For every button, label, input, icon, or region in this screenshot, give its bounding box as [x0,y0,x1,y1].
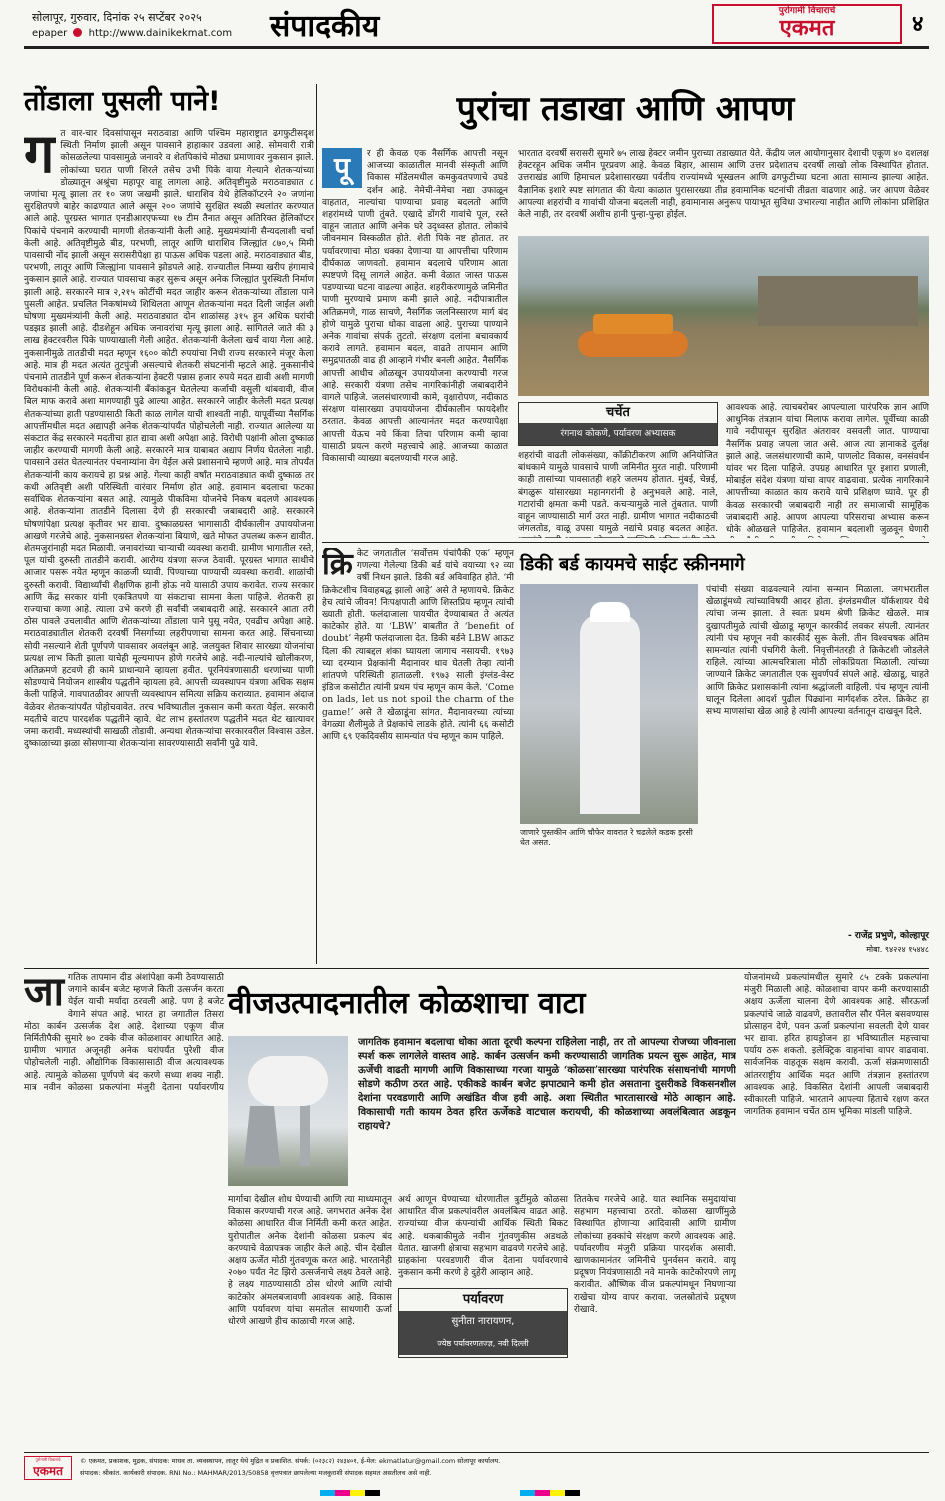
coal-col-3: अर्थ आणून घेण्याच्या धोरणातील त्रुटींमुळे कोळसा आधारित वीज प्रकल्पांवरील अवलंबित्व वाढत आहे. राज्यांच्या वीज कंपन्यांची आर्थिक स्थिती बिकट आहे. थकबाकीमुळे नवीन गुंतवणुकीस अडथळे येतात. खाजगी क्षेत्राचा सहभाग वाढवणे गरजेचे आहे. ग्राहकांना परवडणारी वीज देताना पर्यावरणाचे नुकसान कमी करणे हे दुहेरी आव्हान आहे. [398,1195,568,1279]
feature-title: पुरांचा तडाखा आणि आपण [456,89,795,129]
feature-byline [518,402,718,446]
cricket-col-1 [322,548,514,964]
footer-line-2: संपादक: श्रीकांत. कार्यकारी संपादक. RNI No.: MAHMAR/2013/50858 वृत्तपत्रात छापलेल्या मजकुराशी संपादक सहमत असतीलच असे नाही. [80,1469,432,1477]
coal-intro: जागतिक हवामान बदलाचा धोका आता दूरची कल्पना राहिलेला नाही, तर तो आपल्या रोजच्या जीवनाला स्पर्श करू लागलेले वास्तव आहे. कार्बन उत्सर्जन कमी करण्यासाठी जागतिक प्रयत्न सुरू आहेत, मात्र ऊर्जेची वाढती मागणी आणि विकासाच्या गरजा यामुळे ‘कोळसा’सारख्या पारंपरिक संसाधनांची मागणी सोडणे कठीण ठरत आहे. एकीकडे कार्बन बजेट झपाट्याने कमी होत असताना दुसरीकडे विकसनशील देशांना परवडणारी आणि अखंडित वीज हवी आहे. अशा स्थितीत भारतासारखे मोठे आव्हान आहे. विकासाची गती कायम ठेवत हरित ऊर्जेकडे वाटचाल करायची, की कोळशाच्या अवलंबित्वात अडकून राहायचे? [358,1037,736,1132]
page-number: ४ [912,12,924,37]
cooling-tower-shape [242,1106,282,1166]
editorial-body [24,128,314,958]
flood-photo [518,236,929,396]
globe-icon [73,28,82,37]
cmyk-bar-left [320,1490,380,1496]
feature-col-4: आवश्यक आहे. त्याचबरोबर आपल्याला पारंपरिक ज्ञान आणि आधुनिक तंत्रज्ञान यांचा मिलाफ करावा लागेल. पूर्वीच्या काळी गावे नदीपासून सुरक्षित अंतरावर वसवली जात. पाण्याचा नैसर्गिक प्रवाह जपला जात असे. आज त्या ज्ञानाकडे दुर्लक्ष झाले आहे. जलसंधारणाची कामे, पाणलोट विकास, वनसंवर्धन यांवर भर दिला पाहिजे. उपग्रह आधारित पूर इशारा प्रणाली, मोबाईल संदेश यंत्रणा यांचा वापर वाढवावा. प्रत्येक नागरिकाने आपत्तीच्या काळात काय करावे याचे प्रशिक्षण घ्यावे. पूर ही केवळ सरकारची जबाबदारी नाही तर समाजाची सामूहिक जबाबदारी आहे. आपण आपल्या परिसराचा अभ्यास करून धोके ओळखले पाहिजेत. हवामान बदलाशी जुळवून घेणारी [726,403,929,536]
feature-col-3: शहरांची वाढती लोकसंख्या, काँक्रीटीकरण आणि अनियोजित बांधकामे यामुळे पावसाचे पाणी जमिनीत मुरत नाही. परिणामी काही तासांच्या पावसातही शहरे जलमय होतात. मुंबई, चेन्नई, बंगळुरू यांसारख्या महानगरांनी हे अनुभवले आहे. नाले, गटारांची क्षमता कमी पडते. कचऱ्यामुळे नाले तुंबतात. पाणी वाहून जाण्यासाठी मार्ग उरत नाही. ग्रामीण भागात नदीकाठची जंगलतोड, वाळू उपसा यामुळे नद्यांचे प्रवाह बदलत आहेत. [518,451,718,535]
coal-col-1b [24,1096,224,1450]
editorial-text: त वार-चार दिवसांपासून मराठवाडा आणि पश्चिम महाराष्ट्रात ढगफुटीसदृश स्थिती निर्माण झाली असून पावसाने हाहाकार उडवला आहे. सोमवारी रात्री कोसळलेल्या पावसामुळे जनावरे व शेतपिकांचे मोठ्या प्रमाणावर नुकसान झाले. लोकांच्या घरात पाणी शिरले तसेच उभी पिके वाया गेल्याने शेतकऱ्यांच्या डोळ्यातून अश्रूंचा महापूर वाहू लागला आहे. अतिवृष्टीमुळे मराठवाड्यात ८ जणांचा मृत्यू झाला तर १० जण जखमी झाले. धाराशिव येथे हेलिकॉप्टरने २० जणांना सुरक्षितपणे बाहेर काढण्यात आले असून २०० जणांचे सुरक्षित स्थळी स्थलांतर करण्यात आले आहे. पूरग्रस्त भागात एनडीआरएफच्या १७ टीम तैनात असून अतिरिक्त हेलिकॉप्टर पिकांचे पंचनामे करण्याची मागणी शेतकऱ्यांनी केली आहे. मुख्यमंत्र्यांनी सैन्यदलाशी चर्चा केली आहे. अतिवृष्टीमुळे बीड, परभणी, लातूर आणि धाराशिव जिल्ह्यांत ८७०,५ मिमी पावसाची नोंद झाली असून सरासरीपेक्षा हा पाऊस अधिक पडला आहे. मराठवाड्यात बीड, परभणी, लातूर आणि जिल्ह्यांना पावसाने झोडपले आहे. राज्यातील निम्म्या खरीप हंगामाचे नुकसान झाले आहे. राज्यात पावसाचा कहर सुरूच असून अनेक जिल्ह्यांत पुरस्थिती निर्माण झाली आहे. सरकारने मात्र २,२१५ कोटींची मदत जाहीर करून शेतकऱ्यांच्या तोंडाला पाने पुसली आहेत. प्रचलित निकषांमध्ये शिथिलता आणून शेतकऱ्यांना मदत दिली जाईल अशी घोषणा मुख्यमंत्र्यांनी केली आहे. मराठवाड्यात दोन शाळांसह ३१५ हून अधिक घरांची पडझड झाली आहे. दीडशेहून अधिक जनावरांचा मृत्यू झाला आहे. सांगितले जाते की ३ लाख हेक्टरवरील पिके पाण्याखाली गेली आहेत. शेतकऱ्यांनी केलेला खर्च वाया गेला आहे. नुकसानीमुळे तातडीची मदत म्हणून १६०० कोटी रुपयांचा निधी राज्य सरकारने मंजूर केला आहे. मात्र ही मदत अत्यंत तुटपुंजी असल्याचे शेतकरी संघटनांनी म्हटले आहे. नुकसानीचे पंचनामे तातडीने पूर्ण करून शेतकऱ्यांना हेक्टरी पन्नास हजार रुपये मदत द्यावी अशी मागणी विरोधकांनी केली आहे. शेतकऱ्यांनी बँकांकडून घेतलेल्या कर्जाची वसुली थांबवावी, वीज बिल माफ करावे अशा मागण्याही पुढे आल्या आहेत. सरकारने जाहीर केलेली मदत प्रत्यक्ष शेतकऱ्यांच्या हाती पडण्यासाठी किती काळ लागेल याची शाश्वती नाही. यापूर्वीच्या नैसर्गिक आपत्तींमधील मदत अद्यापही अनेक शेतकऱ्यांपर्यंत पोहोचलेली नाही. राज्यात आलेल्या या संकटात केंद्र सरकारने मदतीचा हात द्यावा अशी अपेक्षा आहे. विरोधी पक्षांनी ओला दुष्काळ जाहीर करण्याची मागणी केली आहे. सरकारने मात्र याबाबत अद्याप निर्णय घेतलेला नाही. पावसाने उसंत घेतल्यानंतर पंचनाम्यांना वेग येईल असे प्रशासनाचे म्हणणे आहे. मात्र तोपर्यंत शेतकऱ्यांनी काय करायचे हा प्रश्न आहे. गेल्या काही वर्षांत मराठवाड्यात कधी दुष्काळ तर कधी अतिवृष्टी अशी परिस्थिती वारंवार निर्माण होत आहे. हवामान बदलाचा फटका सर्वाधिक शेतकऱ्यांना बसत आहे. त्यामुळे पीकविमा योजनेचे निकष बदलणे आवश्यक आहे. शेतकऱ्यांना तातडीने दिलासा देणे ही सरकारची जबाबदारी आहे. सरकारने घोषणांपेक्षा प्रत्यक्ष कृतीवर भर द्यावा. दुष्काळग्रस्त भागासाठी दीर्घकालीन उपाययोजना आखणे गरजेचे आहे. नुकसानग्रस्त शेतकऱ्यांना बियाणे, खते मोफत उपलब्ध करून द्यावीत. शेतमजुरांनाही मदत मिळावी. जनावरांच्या चाऱ्याची व्यवस्था करावी. ग्रामीण भागातील रस्ते, पूल यांची दुरुस्ती तातडीने करावी. आरोग्य यंत्रणा सज्ज ठेवावी. पूरग्रस्त भागात साथीचे आजार पसरू नयेत म्हणून काळजी घ्यावी. पिण्याच्या पाण्याची व्यवस्था करावी. शाळांची दुरुस्ती करावी. विद्यार्थ्यांची शैक्षणिक हानी होऊ नये यासाठी उपाय करावेत. राज्य सरकार आणि केंद्र सरकार यांनी एकत्रितपणे या संकटाचा सामना केला पाहिजे. शेतकरी हा राज्याचा कणा आहे. त्याला उभे करणे ही सर्वांची जबाबदारी आहे. सरकारने आता तरी ठोस पावले उचलावीत आणि शेतकऱ्यांच्या तोंडाला पाने पुसू नयेत, एवढीच अपेक्षा आहे. मराठवाड्यातील शेतकरी दरवर्षी निसर्गाच्या लहरीपणाचा सामना करत आहे. सिंचनाच्या सोयी नसल्याने शेती पूर्णपणे पावसावर अवलंबून आहे. जलयुक्त शिवार सारख्या योजनांचा प्रत्यक्ष लाभ किती झाला याचेही मूल्यमापन होणे गरजेचे आहे. नदी-नाल्यांचे खोलीकरण, अतिक्रमणे हटवणे ही कामे प्राधान्याने व्हायला हवीत. पूरनियंत्रणासाठी धरणांच्या पाणी सोडण्याचे नियोजन शास्त्रीय पद्धतीने व्हायला हवे. आपत्ती व्यवस्थापन यंत्रणा अधिक सक्षम केली पाहिजे. गावपातळीवर आपत्ती व्यवस्थापन समित्या सक्रिय कराव्यात. हवामान अंदाज वेळेवर शेतकऱ्यांपर्यंत पोहोचवावेत. तरच भविष्यातील नुकसान कमी करता येईल. सरकारी मदतीचे वाटप पारदर्शक पद्धतीने व्हावे. थेट लाभ हस्तांतरण पद्धतीने मदत थेट खात्यावर जमा करावी. मध्यस्थांची साखळी तोडावी. अन्यथा शेतकऱ्यांचा सरकारवरील विश्वास उडेल. दुष्काळाच्या झळा सोसणाऱ्या शेतकऱ्यांना सावरण्यासाठी सर्वांनी पुढे यावे. [24,129,314,750]
feature-drop-cap: पू [322,148,362,188]
coal-byline-label: पर्यावरण [462,1292,504,1307]
section-title: संपादकीय [270,9,380,44]
footer [24,1456,929,1482]
footer-rule [24,1452,929,1453]
umpire-hat [590,602,630,622]
feature-article [322,84,929,539]
feature-divider [322,542,929,543]
cricket-drop-cap: क्रि [322,548,353,582]
coal-byline [398,1288,568,1358]
cricket-title: डिकी बर्ड कायमचे साईट स्क्रीनमागे [520,554,745,575]
coal-col-4: तितकेच गरजेचे आहे. यात स्थानिक समुदायांचा सहभाग महत्त्वाचा ठरतो. कोळसा खाणींमुळे विस्थापित होणाऱ्या आदिवासी आणि ग्रामीण लोकांच्या हक्कांचे संरक्षण करणे आवश्यक आहे. पर्यावरणीय मंजुरी प्रक्रिया पारदर्शक असावी. खाणकामानंतर जमिनीचे पुनर्वसन करावे. वायू प्रदूषण नियंत्रणासाठी नवे मानके काटेकोरपणे लागू करावीत. औष्णिक वीज प्रकल्पांमधून निघणाऱ्या राखेचा योग्य वापर करावा. जलस्रोतांचे प्रदूषण रोखावे. [574,1195,736,1315]
feature-col-2: भारतात दरवर्षी सरासरी सुमारे ७५ लाख हेक्टर जमीन पुराच्या तडाख्यात येते. केंद्रीय जल आयोगानुसार देशाची एकूण ४० दशलक्ष हेक्टरहून अधिक जमीन पूरप्रवण आहे. केवळ बिहार, आसाम आणि उत्तर प्रदेशातच दरवर्षी लाखो लोक विस्थापित होतात. उत्तराखंड आणि हिमाचल प्रदेशासारख्या पर्वतीय राज्यांमध्ये भूस्खलन आणि ढगफुटीच्या घटना आता सामान्य झाल्या आहेत. वैज्ञानिक इशारे स्पष्ट सांगतात की येत्या काळात पुरासारख्या तीव्र हवामानिक घटनांची तीव्रता वाढणार आहे. जर आपण वेळेवर आपल्या शहरांची व गावांची योजना बदलली नाही, हवामानास अनुरूप पायाभूत सुविधा उभारल्या नाहीत आणि लोकांना प्रशिक्षित केले नाही, तर दरवर्षी अशीच हानी पुन्हा-पुन्हा होईल. [518,149,929,221]
coal-byline-author: सुनीता नारायणन, [399,1311,567,1333]
cmyk-bar-right [520,1490,580,1496]
editorial-article [24,84,314,964]
cricket-col-1-text: केट जगतातील ‘सर्वोत्तम पंचांपैकी एक’ म्हणून गणल्या गेलेल्या डिकी बर्ड यांचे वयाच्या ९२ व्या वर्षी निधन झाले. डिकी बर्ड अविवाहित होते. ‘मी क्रिकेटशीच विवाहबद्ध झालो आहे’ असे ते म्हणायचे. क्रिकेट हेच त्यांचे जीवन! निःपक्षपाती आणि शिस्तप्रिय म्हणून त्यांची ख्याती होती. फलंदाजाला पायचीत देण्याबाबत ते अत्यंत काटेकोर होते. या ‘LBW’ बाबतीत ते ‘benefit of doubt’ नेहमी फलंदाजाला देत. डिकी बर्डने LBW आऊट दिला की त्याबद्दल शंका घ्यायला जागाच नसायची. १९७३ च्या दरम्यान प्रेक्षकांनी मैदानावर धाव घेतली तेव्हा त्यांनी शांतपणे परिस्थिती हाताळली. १९७३ साली इंग्लंड-वेस्ट इंडिज कसोटीत त्यांनी प्रथम पंच म्हणून काम केले. ‘Come on lads, let us not spoil the charm of the game!’ असे ते खेळाडूंना सांगत. मैदानावरच्या त्यांच्या वेगळ्या शैलीमुळे ते प्रेक्षकांचे लाडके होते. त्यांनी ६६ कसोटी आणि ६९ एकदिवसीय सामन्यांत पंच म्हणून काम पाहिले. [322,549,514,743]
coal-col-5: योजनांमध्ये प्रकल्पांमधील सुमारे ८५ टक्के प्रकल्पांना मंजुरी मिळाली आहे. कोळशाचा वापर कमी करण्यासाठी अक्षय ऊर्जेला चालना देणे आवश्यक आहे. सौरऊर्जा प्रकल्पांचे जाळे वाढवणे, छतावरील सौर पॅनेल बसवण्यास प्रोत्साहन देणे, पवन ऊर्जा प्रकल्पांना सवलती देणे यावर भर द्यावा. हरित हायड्रोजन हा भविष्यातील महत्त्वाचा पर्याय ठरू शकतो. इलेक्ट्रिक वाहनांचा वापर वाढवावा. सार्वजनिक वाहतूक सक्षम करावी. ऊर्जा संक्रमणासाठी आंतरराष्ट्रीय आर्थिक मदत आणि तंत्रज्ञान हस्तांतरण आवश्यक आहे. विकसित देशांनी आपली जबाबदारी स्वीकारली पाहिजे. भारताने आपल्या हिताचे रक्षण करत जागतिक हवामान चर्चेत ठाम भूमिका मांडली पाहिजे. [744,973,929,1118]
umpire-photo [520,584,698,824]
editorial-divider [316,84,317,964]
cricket-article [322,548,929,964]
masthead [0,0,945,70]
houses-shape [758,276,918,326]
coal-title: वीजउत्पादनातील कोळशाचा वाटा [228,986,586,1021]
feature-col-1-text: र ही केवळ एक नैसर्गिक आपत्ती नसून आजच्या काळातील मानवी संस्कृती आणि विकास मॉडेलमधील कमकुवतपणाचे उघडे दर्शन आहे. नेमेची-नेमेचा नद्या उफाळून वाहतात, नाल्यांचा पाण्याचा प्रवाह बदलतो आणि शहरांमध्ये पाणी तुंबते. एखादे डोंगरी गावांचे पूल, रस्ते वाहून जातात आणि अनेक घरे उद्ध्वस्त होतात. लोकांचे जीवनमान विस्कळीत होते. शेती पिके नष्ट होतात. तर पर्यावरणाचा मोठा धक्का देणाऱ्या या आपत्तीचा परिणाम दीर्घकाळ जाणवतो. हवामान बदलाचे परिणाम आता स्पष्टपणे दिसू लागले आहेत. कमी वेळात जास्त पाऊस पडण्याच्या घटना वाढल्या आहेत. शहरीकरणामुळे जमिनीत पाणी मुरण्याचे प्रमाण कमी झाले आहे. नदीपात्रातील अतिक्रमणे, गाळ साचणे, नैसर्गिक जलनिस्सारण मार्ग बंद होणे यामुळे पुराचा धोका वाढला आहे. पुराच्या पाण्याने अनेक गावांचा संपर्क तुटतो. संरक्षण दलांना बचावकार्य करावे लागते. हवामान बदल, वाढते तापमान आणि समुद्रपातळी वाढ ही आव्हाने गंभीर बनली आहेत. नैसर्गिक आपत्ती आधीच ओळखून उपाययोजना करण्याची गरज आहे. सरकारी यंत्रणा तसेच नागरिकांनीही जबाबदारीने वागले पाहिजे. जलसंधारणाची कामे, वृक्षारोपण, नदीकाठ संरक्षण यांसारख्या उपाययोजना दीर्घकालीन फायदेशीर ठरतात. केवळ आपत्ती आल्यानंतर मदत करण्यापेक्षा आपत्ती येऊच नये किंवा तिचा परिणाम कमी व्हावा यासाठी प्रयत्न करणे महत्त्वाचे आहे. आजच्या काळात विकासाची व्याख्या बदलण्याची गरज आहे. [322,149,508,465]
coal-col-1 [24,972,224,1092]
coal-byline-role: ज्येष्ठ पर्यावरणतज्ज्ञ, नवी दिल्ली [399,1333,567,1355]
footer-brand-small: पुरोगामी विचाराचे [35,1457,61,1462]
feature-byline-label: चर्चेत [606,405,630,420]
editorial-drop-cap: ग [24,128,55,185]
cricket-signature: - राजेंद्र प्रभुणे, कोल्हापूर [847,931,929,941]
brand-tagline: पुरोगामी विचाराचे [778,6,836,16]
dateline: सोलापूर, गुरुवार, दिनांक २५ सप्टेंबर २०२५ [32,11,202,24]
cricket-photo-caption: जाणारे पुस्तकीन आणि चौफेर वावरात रे चढलेले कडक इरसी धेत असत. [520,828,693,847]
masthead-rule [24,46,929,49]
feature-byline-author: रंगनाथ कोकणे, पर्यावरण अभ्यासक [519,423,717,445]
power-plant-photo [228,1036,348,1186]
coal-article [24,972,929,1450]
coal-col-1-text: गतिक तापमान दीड अंशांपेक्षा कमी ठेवण्यासाठी जगाने कार्बन बजेट म्हणजे किती उत्सर्जन करता येईल याची मर्यादा ठरवली आहे. पण हे बजेट वेगाने संपत आहे. भारत हा जगातील तिसरा मोठा कार्बन उत्सर्जक देश आहे. देशाच्या एकूण वीज निर्मितीपैकी सुमारे ७० टक्के वीज कोळशावर आधारित आहे. ग्रामीण भागात अजूनही अनेक घरांपर्यंत पुरेशी वीज पोहोचलेली नाही. औद्योगिक विकासासाठी वीज अत्यावश्यक आहे. त्यामुळे कोळसा पूर्णपणे बंद करणे सध्या शक्य नाही. मात्र नवीन कोळसा प्रकल्पांना मंजुरी देताना पर्यावरणीय [24,973,224,1092]
epaper-label [32,28,232,39]
website-link[interactable]: http://www.dainikekmat.com [88,28,233,39]
boat-shape [578,331,688,357]
footer-brand: एकमत [33,1464,63,1478]
footer-brand-box [24,1456,72,1480]
coal-top-rule [24,968,929,969]
rescuers-shape [593,314,673,334]
coal-drop-cap: जा [24,972,65,1015]
editorial-title: तोंडाला पुसली पाने! [24,86,221,117]
epaper-text: epaper [32,28,68,39]
footer-line-1: © एकमत, प्रकाशक, मुद्रक, संपादक: माधव ता. व्यवस्थापन, लातूर येथे मुद्रित व प्रकाशित. संपर्क: (०२३८२) २४३४०१, ई-मेल: ekmatlatur@gmail.com सोलापूर कार्यालय. [80,1457,501,1465]
registration-marks [0,1488,945,1500]
brand-name: एकमत [779,16,835,41]
cricket-col-2: पंचांची संख्या वाढवल्याने त्यांना सन्मान मिळाला. जगभरातील खेळाडूंमध्ये त्यांच्याविषयी आदर होता. इंग्लंडमधील यॉर्कशायर येथे त्यांचा जन्म झाला. ते स्वतः प्रथम श्रेणी क्रिकेट खेळले. मात्र दुखापतीमुळे त्यांची खेळाडू म्हणून कारकीर्द लवकर संपली. त्यानंतर त्यांनी पंच म्हणून नवी कारकीर्द सुरू केली. तीन विश्वचषक अंतिम सामन्यांत त्यांनी पंचगिरी केली. निवृत्तीनंतरही ते क्रिकेटशी जोडलेले राहिले. त्यांच्या आत्मचरित्राला मोठी लोकप्रियता मिळाली. त्यांच्या जाण्याने क्रिकेट जगतातील एक सुवर्णपर्व संपले आहे. खेळाडू, चाहते आणि क्रिकेट प्रशासकांनी त्यांना श्रद्धांजली वाहिली. पंच म्हणून त्यांनी घालून दिलेला आदर्श पुढील पिढ्यांना मार्गदर्शक ठरेल. क्रिकेट हा सभ्य माणसांचा खेळ आहे हे त्यांनी आपल्या वर्तनातून दाखवून दिले. [706,585,929,718]
coal-col-2: मार्गाचा देखील शोध घेण्याची आणि त्या माध्यमातून विकास करण्याची गरज आहे. जगभरात अनेक देश कोळसा आधारित वीज निर्मिती कमी करत आहेत. युरोपातील अनेक देशांनी कोळसा प्रकल्प बंद करण्याचे वेळापत्रक जाहीर केले आहे. चीन देखील अक्षय ऊर्जेत मोठी गुंतवणूक करत आहे. भारतानेही २०७० पर्यंत नेट झिरो उत्सर्जनाचे लक्ष्य ठेवले आहे. हे लक्ष्य गाठण्यासाठी ठोस धोरणे आणि त्यांची काटेकोर अंमलबजावणी आवश्यक आहे. विकास आणि पर्यावरण यांचा समतोल साधणारी ऊर्जा धोरणे आखणे हीच काळाची गरज आहे. [228,1195,392,1328]
cricket-phone: मोबा. ९४२२४ १५४४८ [866,945,929,954]
umpire-figure [580,614,640,814]
brand-box [712,4,902,44]
feature-col-1 [322,148,508,538]
steam-shape [248,1056,328,1106]
